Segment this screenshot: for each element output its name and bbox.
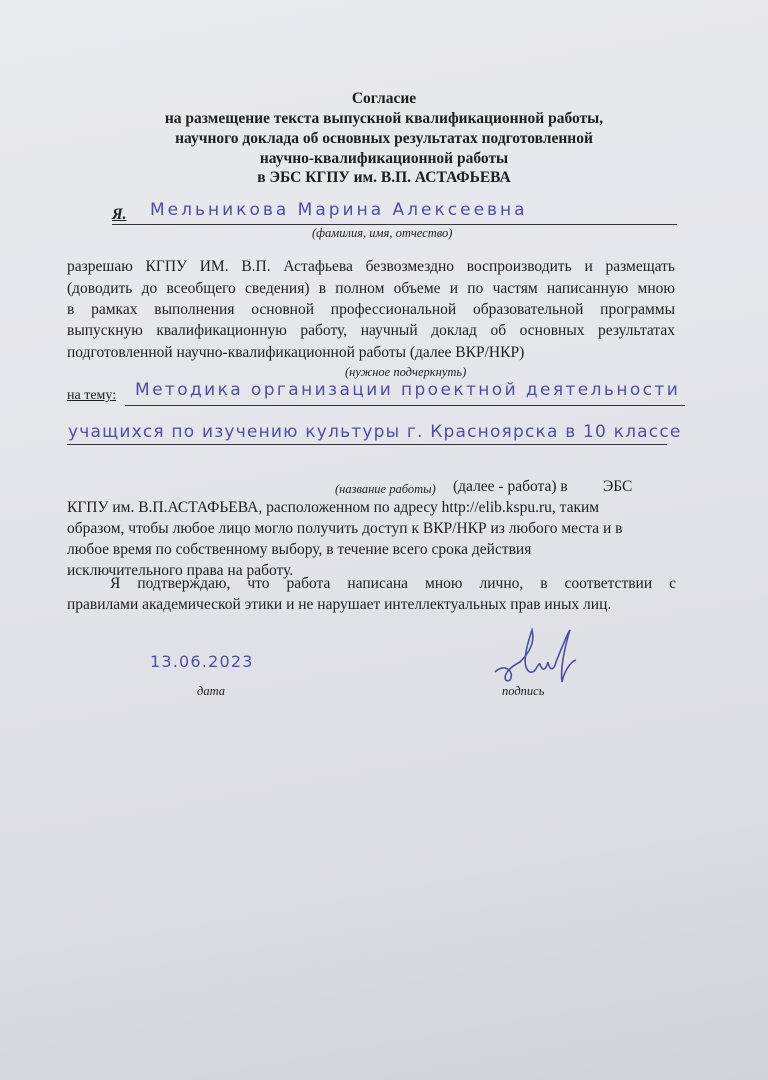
handwritten-name: Мельникова Марина Алексеевна	[150, 200, 528, 220]
doc-subtitle-3: научно-квалификационной работы	[259, 150, 509, 167]
body-line: подготовленной научно-квалификационной работы (далее ВКР/НКР)	[67, 344, 525, 361]
body-line: разрешаю КГПУ ИМ. В.П. Астафьева безвозмездно воспроизводить и размещать	[67, 258, 675, 275]
name-prefix: Я.	[112, 206, 127, 223]
doc-subtitle-2: научного доклада об основных результатах подготовленной	[175, 130, 593, 147]
doc-title: Согласие	[351, 90, 417, 107]
location-line-3: любое время по собственному выбору, в течение всего срока действия	[67, 541, 532, 558]
ebs-label: ЭБС	[603, 478, 633, 495]
topic-after-caption: (далее - работа) в	[453, 478, 568, 495]
elib-link[interactable]: http://elib.kspu.ru	[441, 499, 552, 516]
location-text: КГПУ им. В.П.АСТАФЬЕВА, расположенном по адресу	[67, 499, 438, 516]
name-underline	[112, 224, 677, 225]
name-caption: (фамилия, имя, отчество)	[312, 226, 453, 240]
location-line-1	[67, 499, 599, 517]
topic-label: на тему:	[67, 388, 117, 403]
handwritten-topic-line-1: Методика организации проектной деятельности	[135, 380, 681, 400]
body-line: в рамках выполнения основной профессиональной образовательной программы	[67, 301, 675, 318]
location-line-2: образом, чтобы любое лицо могло получить доступ к ВКР/НКР из любого места и в	[67, 520, 623, 537]
topic-caption: (название работы)	[335, 482, 436, 496]
signature-caption: подпись	[502, 684, 545, 698]
handwritten-date: 13.06.2023	[150, 652, 254, 671]
underline-caption: (нужное подчеркнуть)	[345, 365, 467, 379]
location-line-4: исключительного права на работу.	[67, 562, 294, 579]
date-caption: дата	[197, 684, 226, 698]
signature-image	[490, 622, 580, 687]
confirmation-line-2: правилами академической этики и не нарушает интеллектуальных прав иных лиц.	[67, 596, 612, 613]
doc-subtitle-4: в ЭБС КГПУ им. В.П. АСТАФЬЕВА	[257, 169, 511, 186]
confirmation-line-1: Я подтверждаю, что работа написана мною лично, в соответствии с	[110, 575, 676, 592]
topic-underline-1	[125, 405, 685, 406]
handwritten-topic-line-2: учащихся по изучению культуры г. Красноярска в 10 классе	[68, 422, 682, 442]
doc-subtitle-1: на размещение текста выпускной квалификационной работы,	[164, 110, 604, 127]
topic-underline-2	[67, 444, 667, 445]
body-line: (доводить до всеобщего сведения) в полном объеме и по частям написанную мною	[67, 280, 675, 297]
body-line: выпускную квалификационную работу, научный доклад об основных результатах	[67, 322, 675, 339]
location-text-end: , таким	[551, 499, 600, 516]
